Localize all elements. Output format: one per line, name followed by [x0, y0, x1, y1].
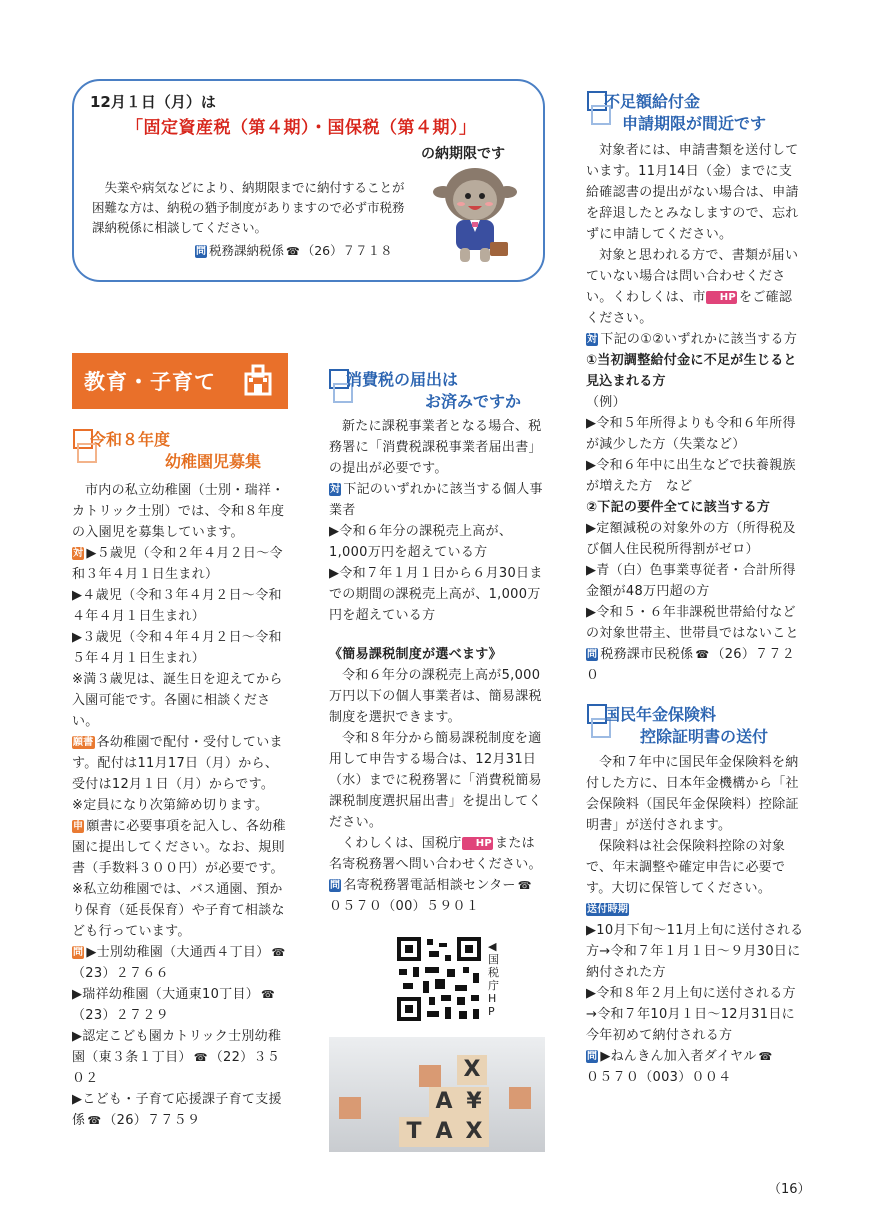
qr-label: ◀国税庁HP — [488, 940, 499, 1018]
period-badge: 送付時期 — [587, 904, 629, 915]
pension-title-2: 控除証明書の送付 — [640, 727, 769, 746]
phone-icon: ☎ — [517, 879, 532, 892]
consumption-tax-title-2: お済みですか — [425, 392, 522, 411]
notice-date: 12月１日（月）は — [90, 93, 216, 111]
shortfall-title-1: 不足額給付金 — [604, 92, 701, 111]
target-badge: 対 — [73, 548, 84, 559]
phone-icon: ☎ — [271, 946, 286, 959]
school-icon — [240, 362, 276, 398]
notice-contact: 問 税務課納税係 ☎ （26）７７１８ — [196, 243, 393, 258]
application-badge: 願書 — [73, 737, 94, 748]
kindergarten-title-2: 幼稚園児募集 — [165, 452, 262, 471]
section-banner-title: 教育・子育て — [84, 370, 216, 394]
shortfall-body: 対象者には、申請書類を送付しています。11月14日（金）までに支給確認書の提出がない場合は、申請を辞退したとみなしますので、忘れずに申請してください。 対象と思われる方で、書類が届いていない場合は問い合わせください。くわしくは、市 HP をご確認ください。 対 下記の①②いずれかに該当する方 ①当初調整給付金に不足が生じると見込まれる方 （例） ▶令和５年所得よりも令和６年所得が減少した方（失業など） ▶令和６年中に出生などで扶養親族が増えた方 など ②下記の要件全てに該当する方 ▶定額減税の対象外の方（所得税及び個人住民税所得割がゼロ） ▶青（白）色事業専従者・合計所得金額が48万円超の方 ▶令和５・６年非課税世帯給付などの対象世帯主、世帯員ではないこと 問 税務課市民税係 ☎ （26）７７２０ — [586, 143, 799, 683]
contact-badge: 問 — [330, 880, 341, 891]
contact-badge: 問 — [196, 246, 206, 257]
contact-badge: 問 — [587, 1051, 598, 1062]
phone-icon: ☎ — [286, 245, 300, 258]
notice-tax-names: 「固定資産税（第４期）・国保税（第４期）」 — [126, 118, 477, 138]
qr-code[interactable] — [395, 935, 483, 1023]
contact-badge: 問 — [73, 947, 84, 958]
consumption-tax-title-1: 消費税の届出は — [346, 370, 459, 389]
notice-deadline: の納期限です — [421, 146, 505, 162]
contact-badge: 問 — [587, 649, 598, 660]
shortfall-title-2: 申請期限が間近です — [622, 114, 767, 133]
kindergarten-title-1: 令和８年度 — [90, 430, 171, 449]
phone-icon: ☎ — [87, 1114, 102, 1127]
consumption-tax-body: 新たに課税事業者となる場合、税務署に「消費税課税事業者届出書」の提出が必要です。 対 下記のいずれかに該当する個人事業者 ▶令和６年分の課税売上高が、1,000万円を超えている方 ▶令和７年１月１日から６月30日までの期間の課税売上高が、1,000万円を超えている方 《簡易課税制度が選べます》 令和６年分の課税売上高が5,000万円以下の個人事業者は、簡易課税制度を選択できます。 令和８年分から簡易課税制度を適用して申告する場合は、12月31日（水）までに税務署に「消費税簡易課税制度選択届出書」を提出してください。 くわしくは、国税庁 HP または名寄税務署へ問い合わせください。 問 名寄税務署電話相談センター ☎ ０５７０（00）５９０１ — [329, 416, 547, 917]
pension-title-1: 国民年金保険料 — [604, 705, 717, 724]
target-badge: 対 — [330, 484, 341, 495]
pension-body: 令和７年中に国民年金保険料を納付した方に、日本年金機構から「社会保険料（国民年金保険料）控除証明書」が送付されます。 保険料は社会保険料控除の対象で、年末調整や確定申告に必要です。大切に保管してください。 送付時期 ▶10月下旬〜11月上旬に送付される方→令和７年１月１日〜９月30日に納付された方 ▶令和８年２月上旬に送付される方→令和７年10月１日〜12月31日に今年初めて納付される方 問 ▶ねんきん加入者ダイヤル ☎ ０５７０（003）００４ — [586, 755, 804, 1085]
phone-icon: ☎ — [261, 988, 276, 1001]
page-number: （16） — [768, 1182, 811, 1197]
kindergarten-body: 市内の私立幼稚園（士別・瑞祥・カトリック士別）では、令和８年度の入園児を募集しています。 対 ▶５歳児（令和２年４月２日〜令和３年４月１日生まれ） ▶４歳児（令和３年４月２日〜令和４年４月１日生まれ） ▶３歳児（令和４年４月２日〜令和５年４月１日生まれ） ※満３歳児は、誕生日を迎えてから入園可能です。各園に相談ください。 願書 各幼稚園で配付・受付しています。配付は11月17日（月）から、受付は12月１日（月）からです。 ※定員になり次第締め切ります。 申 願書に必要事項を記入し、各幼稚園に提出してください。なお、規則書（手数料３００円）が必要です。 ※私立幼稚園では、バス通園、預かり保育（延長保育）や子育て相談なども行っています。 問 ▶士別幼稚園（大通西４丁目） ☎ （23）２７６６ ▶瑞祥幼稚園（大通東10丁目） ☎ （23）２７２９ ▶認定こども園カトリック士別幼稚園（東３条１丁目） ☎ （22）３５０２ ▶こども・子育て応援課子育て支援係 ☎ （26）７７５９ — [72, 483, 286, 1128]
phone-icon: ☎ — [695, 648, 710, 661]
phone-icon: ☎ — [758, 1050, 773, 1063]
notice-body: 失業や病気などにより、納期限までに納付することが困難な方は、納税の猶予制度がありますので必ず市税務課納税係に相談してください。 — [92, 180, 405, 235]
sheep-mascot-illustration — [430, 150, 520, 270]
apply-badge: 申 — [73, 821, 84, 832]
phone-icon: ☎ — [193, 1051, 208, 1064]
hp-badge: HP — [706, 291, 737, 304]
hp-badge: HP — [462, 837, 493, 850]
tax-blocks-photo: X A ¥ T A X — [329, 1037, 545, 1152]
target-badge: 対 — [587, 334, 598, 345]
sub-heading: 《簡易課税制度が選べます》 — [329, 647, 502, 662]
